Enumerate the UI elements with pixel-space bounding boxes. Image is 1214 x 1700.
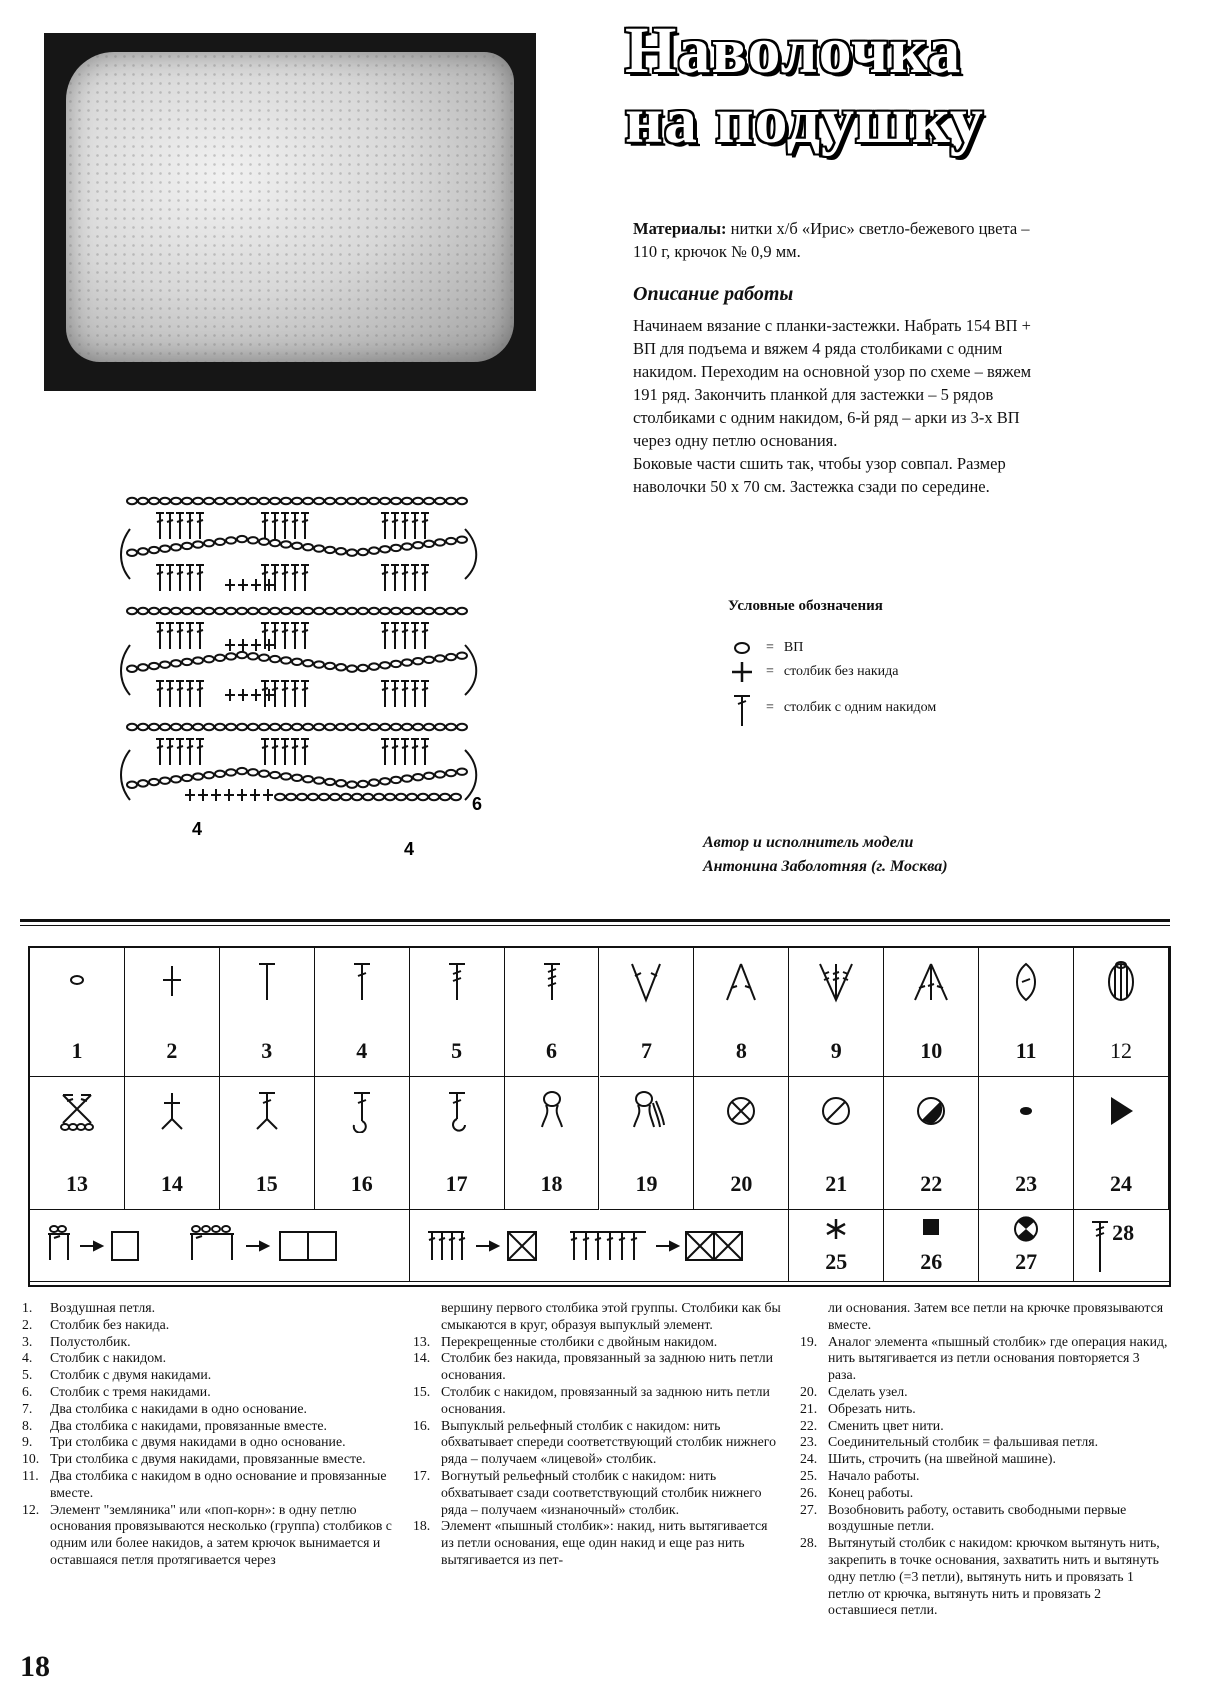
legend-text: столбик с одним накидом bbox=[783, 700, 937, 715]
symbol-number: 22 bbox=[920, 1171, 943, 1196]
crochet-symbol-icon bbox=[721, 960, 761, 1004]
list-item bbox=[22, 1334, 402, 1351]
list-item-number: 11. bbox=[22, 1467, 39, 1483]
crochet-symbol-icon bbox=[247, 1089, 287, 1133]
crochet-symbol-icon bbox=[816, 960, 856, 1004]
legend-eq: = bbox=[766, 664, 774, 679]
list-item bbox=[800, 1384, 1170, 1401]
list-item-text: Два столбика с накидами, провязанные вместе. bbox=[50, 1417, 327, 1433]
symbol-cell bbox=[979, 1210, 1074, 1282]
list-item-text: вершину первого столбика этой группы. Столбики как бы смыкаются в круг, образуя выпуклый элемент. bbox=[441, 1300, 781, 1332]
crochet-chart-diagram bbox=[120, 495, 510, 875]
crochet-symbol-icon bbox=[911, 960, 951, 1004]
materials-text: нитки х/б «Ирис» светло-бежевого цвета – 110 г, крючок № 0,9 мм. bbox=[633, 219, 1030, 261]
symbols-explanation-col-3 bbox=[800, 1300, 1170, 1619]
list-item bbox=[800, 1418, 1170, 1435]
list-item bbox=[800, 1535, 1170, 1619]
list-item-text: Конец работы. bbox=[828, 1484, 914, 1500]
symbol-cell bbox=[505, 1077, 600, 1210]
symbol-number: 9 bbox=[830, 1038, 842, 1063]
list-item-text: Вытянутый столбик с накидом: крючком вытянуть нить, закрепить в точке основания, захватить нить и вытянуть одну петлю (=3 петли), вытянуть нить и провязать 1 петлю от крючка, вытянуть нить и провязать 2 оставшиеся петли. bbox=[828, 1535, 1160, 1618]
symbol-cell bbox=[600, 948, 695, 1077]
symbol-cell bbox=[30, 1077, 125, 1210]
list-item-text: Столбик без накида, провязанный за заднюю нить петли основания. bbox=[441, 1350, 774, 1383]
list-item-text: Два столбика с накидами в одно основание. bbox=[50, 1400, 307, 1416]
list-item-number: 10. bbox=[22, 1451, 40, 1467]
list-item-number: 6. bbox=[22, 1383, 33, 1399]
list-item-number: 16. bbox=[413, 1417, 431, 1433]
list-item-number bbox=[413, 1300, 441, 1334]
list-item bbox=[413, 1300, 783, 1334]
symbol-cell bbox=[694, 1077, 789, 1210]
list-item bbox=[22, 1350, 402, 1367]
symbol-number: 18 bbox=[540, 1171, 563, 1196]
crochet-symbol-icon bbox=[816, 1089, 856, 1133]
list-item-text: Три столбика с двумя накидами в одно основание. bbox=[50, 1434, 346, 1450]
diagram-label-4b: 4 bbox=[404, 839, 415, 859]
symbol-number: 15 bbox=[255, 1171, 278, 1196]
list-item-text: Воздушная петля. bbox=[50, 1300, 156, 1315]
description-paragraph-1: Начинаем вязание с планки-застежки. Набрать 154 ВП + ВП для подъема и вяжем 4 ряда столбиками с одним накидом. Переходим на основной узор по схеме – вяжем 191 ряд. Закончить планкой для застежки – 5 рядов столбиками с одним накидом, 6-й ряд – арки из 3-х ВП через одну петлю основания. bbox=[633, 316, 1032, 450]
list-item-text: Три столбика с двумя накидами, провязанные вместе. bbox=[50, 1451, 366, 1467]
list-item-number: 28. bbox=[800, 1535, 818, 1551]
crochet-symbol-icon bbox=[916, 1216, 946, 1242]
title-line-1: Наволочка bbox=[625, 14, 962, 87]
symbol-number: 7 bbox=[640, 1038, 652, 1063]
list-item bbox=[22, 1317, 402, 1334]
crochet-symbol-icon bbox=[152, 1089, 192, 1133]
symbol-number: 23 bbox=[1015, 1171, 1038, 1196]
page-title bbox=[625, 16, 984, 156]
list-item bbox=[800, 1334, 1170, 1384]
materials-label: Материалы: bbox=[633, 219, 727, 238]
crochet-symbol-icon bbox=[721, 1089, 761, 1133]
symbol-cell bbox=[884, 948, 979, 1077]
symbol-cell bbox=[220, 1077, 315, 1210]
symbol-cell bbox=[220, 948, 315, 1077]
list-item bbox=[22, 1468, 402, 1502]
list-item-number: 20. bbox=[800, 1383, 818, 1399]
posts-to-crossed-square-icon bbox=[420, 1220, 780, 1270]
author-line-2: Антонина Заболотняя (г. Москва) bbox=[703, 858, 948, 875]
list-item-text: Сделать узел. bbox=[828, 1383, 908, 1399]
list-item bbox=[413, 1350, 783, 1384]
crochet-symbol-icon bbox=[911, 1089, 951, 1133]
list-item-number: 23. bbox=[800, 1434, 818, 1450]
list-item bbox=[22, 1300, 402, 1317]
symbol-cell bbox=[789, 948, 884, 1077]
list-item-number: 24. bbox=[800, 1451, 818, 1467]
description-text bbox=[633, 314, 1053, 498]
crochet-symbol-icon bbox=[342, 960, 382, 1004]
list-item-number: 21. bbox=[800, 1400, 818, 1416]
crochet-symbol-icon bbox=[532, 960, 572, 1004]
title-line-2: на подушку bbox=[625, 84, 984, 157]
list-item-number bbox=[800, 1300, 828, 1334]
symbols-explanation-col-2 bbox=[413, 1300, 783, 1569]
list-item-number: 22. bbox=[800, 1417, 818, 1433]
symbol-number: 21 bbox=[825, 1171, 848, 1196]
legend-eq: = bbox=[766, 700, 774, 715]
list-item bbox=[413, 1334, 783, 1351]
divider bbox=[20, 925, 1170, 926]
list-item-text: Столбик с тремя накидами. bbox=[50, 1383, 211, 1399]
symbol-cell bbox=[1074, 1210, 1169, 1282]
list-item-number: 9. bbox=[22, 1434, 33, 1450]
symbol-number: 2 bbox=[166, 1038, 178, 1063]
symbol-number: 11 bbox=[1015, 1038, 1037, 1063]
symbol-cell bbox=[410, 1077, 505, 1210]
list-item-text: Столбик с двумя накидами. bbox=[50, 1367, 212, 1383]
description-heading: Описание работы bbox=[633, 283, 794, 305]
symbol-cell bbox=[1074, 948, 1169, 1077]
list-item-text: Полустолбик. bbox=[50, 1333, 131, 1349]
symbol-number: 20 bbox=[730, 1171, 753, 1196]
list-item-text: Элемент "земляника" или «поп-корн»: в одну петлю основания провязываются несколько (группа) столбиков с одним или более накидов, а затем крючок вынимается и оставшаяся петля протягивается через bbox=[50, 1501, 392, 1567]
crochet-symbol-icon bbox=[1006, 960, 1046, 1004]
symbol-cell bbox=[789, 1210, 884, 1282]
list-item-text: Столбик с накидом, провязанный за заднюю нить петли основания. bbox=[441, 1383, 770, 1416]
symbol-cell bbox=[1074, 1077, 1169, 1210]
list-item-text: Вогнутый рельефный столбик с накидом: нить обхватывает сзади соответствующий столбик нижнего ряда – получаем «изнаночный» столбик. bbox=[441, 1467, 762, 1517]
crochet-symbol-icon bbox=[342, 1089, 382, 1133]
crochet-symbol-icon bbox=[152, 960, 192, 1004]
list-item-number: 7. bbox=[22, 1400, 33, 1416]
crochet-symbol-icon bbox=[57, 1089, 97, 1133]
list-item-text: Обрезать нить. bbox=[828, 1400, 916, 1416]
list-item bbox=[800, 1502, 1170, 1536]
list-item-text: Столбик без накида. bbox=[50, 1316, 170, 1332]
list-item bbox=[800, 1401, 1170, 1418]
crochet-symbol-icon bbox=[626, 1089, 666, 1133]
list-item bbox=[800, 1451, 1170, 1468]
list-item bbox=[800, 1300, 1170, 1334]
list-item-number: 5. bbox=[22, 1367, 33, 1383]
list-item-number: 13. bbox=[413, 1333, 431, 1349]
list-item bbox=[413, 1418, 783, 1468]
list-item-text: Соединительный столбик = фальшивая петля. bbox=[828, 1434, 1099, 1450]
list-item-number: 8. bbox=[22, 1417, 33, 1433]
list-item-number: 26. bbox=[800, 1484, 818, 1500]
list-item-number: 17. bbox=[413, 1467, 431, 1483]
list-item bbox=[22, 1418, 402, 1435]
crochet-symbol-icon bbox=[437, 960, 477, 1004]
list-item bbox=[22, 1502, 402, 1569]
crochet-symbol-icon bbox=[437, 1089, 477, 1133]
symbol-cell bbox=[505, 948, 600, 1077]
list-item-text: Начало работы. bbox=[828, 1467, 920, 1483]
list-item-number: 14. bbox=[413, 1350, 431, 1366]
list-item-text: ли основания. Затем все петли на крючке провязываются вместе. bbox=[828, 1300, 1164, 1332]
symbols-explanation-col-1 bbox=[22, 1300, 402, 1569]
symbol-cell bbox=[789, 1077, 884, 1210]
divider bbox=[20, 919, 1170, 922]
list-item-number: 18. bbox=[413, 1518, 431, 1534]
list-item-number: 3. bbox=[22, 1333, 33, 1349]
list-item bbox=[22, 1367, 402, 1384]
symbol-cell bbox=[30, 948, 125, 1077]
legend-text: столбик без накида bbox=[783, 664, 899, 679]
symbol-cell bbox=[979, 948, 1074, 1077]
symbol-cell bbox=[315, 1077, 410, 1210]
symbol-cell bbox=[979, 1077, 1074, 1210]
symbol-number: 17 bbox=[445, 1171, 468, 1196]
symbol-number: 24 bbox=[1110, 1171, 1133, 1196]
list-item bbox=[800, 1485, 1170, 1502]
page-number: 18 bbox=[20, 1650, 50, 1683]
symbol-number: 27 bbox=[1015, 1249, 1038, 1274]
dagger-icon bbox=[728, 688, 756, 728]
list-item-number: 15. bbox=[413, 1383, 431, 1399]
author-credit bbox=[703, 831, 948, 879]
symbol-number: 13 bbox=[65, 1171, 88, 1196]
list-item-text: Перекрещенные столбики с двойным накидом. bbox=[441, 1333, 718, 1349]
list-item-number: 12. bbox=[22, 1501, 40, 1517]
diagram-label-6: 6 bbox=[472, 794, 483, 814]
symbol-number: 6 bbox=[546, 1038, 558, 1063]
legend-item-dc bbox=[728, 688, 936, 728]
symbol-number: 1 bbox=[71, 1038, 83, 1063]
list-item bbox=[22, 1401, 402, 1418]
list-item-number: 4. bbox=[22, 1350, 33, 1366]
plus-icon bbox=[728, 652, 756, 692]
list-item bbox=[413, 1518, 783, 1568]
list-item bbox=[413, 1468, 783, 1518]
symbol-number: 3 bbox=[261, 1038, 273, 1063]
list-item-text: Два столбика с накидом в одно основание и провязанные вместе. bbox=[50, 1467, 387, 1500]
crochet-symbol-icon bbox=[1006, 1089, 1046, 1133]
list-item-text: Возобновить работу, оставить свободными первые воздушные петли. bbox=[828, 1501, 1127, 1534]
symbol-number: 14 bbox=[160, 1171, 183, 1196]
crochet-symbol-icon bbox=[821, 1216, 851, 1242]
symbol-number: 25 bbox=[825, 1249, 848, 1274]
list-item-number: 2. bbox=[22, 1316, 33, 1332]
crochet-symbol-icon bbox=[1101, 960, 1141, 1004]
symbol-cell bbox=[694, 948, 789, 1077]
list-item-text: Шить, строчить (на швейной машине). bbox=[828, 1451, 1056, 1467]
list-item-text: Аналог элемента «пышный столбик» где операция накид, нить вытягивается из петли основания повторяется 3 раза. bbox=[828, 1333, 1168, 1383]
list-item bbox=[800, 1468, 1170, 1485]
list-item bbox=[22, 1434, 402, 1451]
symbols-table bbox=[28, 946, 1171, 1287]
diagram-label-4a: 4 bbox=[192, 819, 203, 839]
description-paragraph-2: Боковые части сшить так, чтобы узор совпал. Размер наволочки 50 х 70 см. Застежка сзади по середине. bbox=[633, 454, 1006, 496]
materials-paragraph bbox=[633, 217, 1053, 263]
symbol-number: 10 bbox=[920, 1038, 943, 1063]
symbol-cell bbox=[410, 948, 505, 1077]
symbol-cell bbox=[600, 1077, 695, 1210]
list-item-text: Элемент «пышный столбик»: накид, нить вытягивается из петли основания, еще один накид и еще раз нить вытягивается из пет- bbox=[441, 1518, 768, 1567]
crochet-symbol-icon bbox=[247, 960, 287, 1004]
crochet-symbol-icon bbox=[626, 960, 666, 1004]
symbol-cell bbox=[884, 1077, 979, 1210]
list-item bbox=[22, 1451, 402, 1468]
list-item-number: 25. bbox=[800, 1467, 818, 1483]
list-item-number: 19. bbox=[800, 1333, 818, 1349]
legend-eq: = bbox=[766, 640, 774, 655]
pillow-texture bbox=[66, 52, 514, 362]
symbol-cell bbox=[884, 1210, 979, 1282]
crochet-symbol-icon bbox=[1011, 1216, 1041, 1242]
list-item bbox=[22, 1384, 402, 1401]
symbol-number: 8 bbox=[735, 1038, 747, 1063]
crochet-symbol-icon bbox=[532, 1089, 572, 1133]
legend-text: ВП bbox=[783, 640, 804, 655]
symbol-cell bbox=[30, 1210, 410, 1282]
crochet-symbol-icon bbox=[57, 960, 97, 1004]
list-item bbox=[800, 1434, 1170, 1451]
symbol-cell bbox=[410, 1210, 790, 1282]
list-item-text: Сменить цвет нити. bbox=[828, 1417, 944, 1433]
elongated-dc-icon bbox=[1088, 1218, 1112, 1274]
symbol-number: 19 bbox=[635, 1171, 658, 1196]
crochet-symbol-icon bbox=[1101, 1089, 1141, 1133]
symbol-cell bbox=[315, 948, 410, 1077]
list-item-text: Выпуклый рельефный столбик с накидом: нить обхватывает спереди соответствующий столбик нижнего ряда – получаем «лицевой» столбик. bbox=[441, 1417, 776, 1467]
arch-to-square-icon bbox=[40, 1220, 400, 1270]
symbol-number: 12 bbox=[1110, 1038, 1133, 1063]
list-item-number: 1. bbox=[22, 1300, 33, 1315]
symbol-number: 16 bbox=[350, 1171, 373, 1196]
author-line-1: Автор и исполнитель модели bbox=[703, 834, 914, 851]
legend-item-sc bbox=[728, 652, 898, 692]
symbol-number: 28 bbox=[1112, 1220, 1135, 1245]
symbol-cell bbox=[125, 1077, 220, 1210]
symbol-cell bbox=[125, 948, 220, 1077]
symbol-number: 5 bbox=[451, 1038, 463, 1063]
list-item bbox=[413, 1384, 783, 1418]
list-item-number: 27. bbox=[800, 1501, 818, 1517]
legend-heading: Условные обозначения bbox=[728, 598, 883, 614]
list-item-text: Столбик с накидом. bbox=[50, 1350, 167, 1366]
symbol-number: 4 bbox=[356, 1038, 368, 1063]
symbol-number: 26 bbox=[920, 1249, 943, 1274]
